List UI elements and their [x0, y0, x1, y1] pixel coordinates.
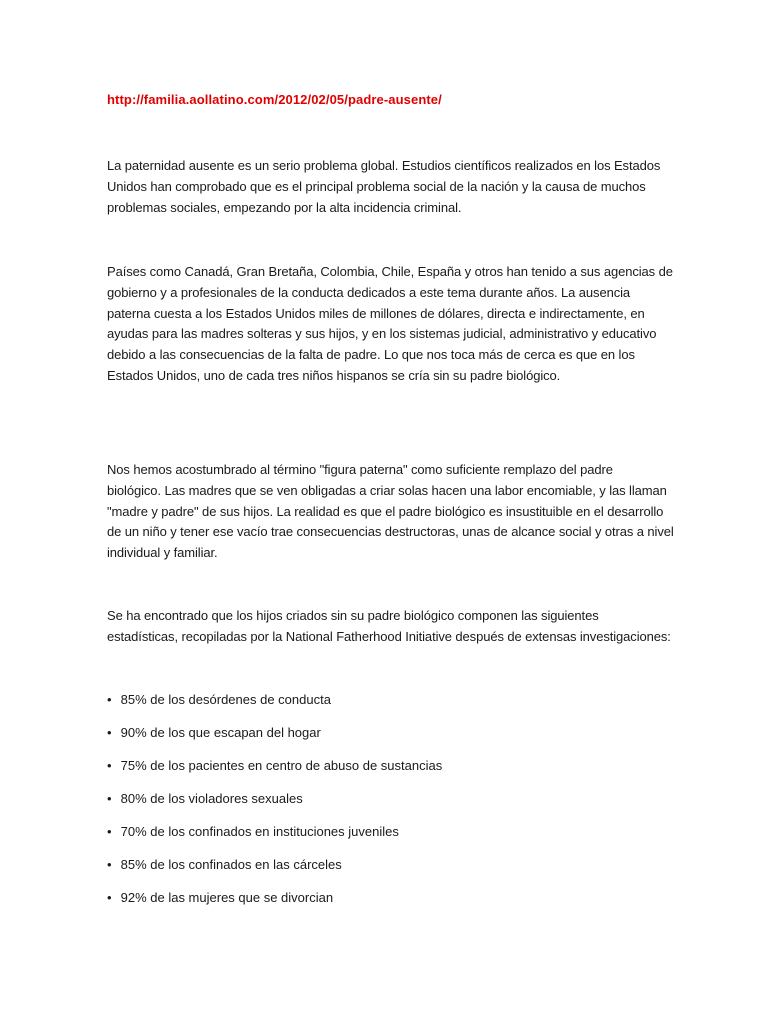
bullet-icon: •: [107, 758, 112, 773]
list-item: [107, 789, 442, 822]
bullet-icon: •: [107, 857, 112, 872]
text-line: individual y familiar.: [107, 545, 218, 561]
stat-text: 90% de los que escapan del hogar: [120, 725, 321, 740]
bullet-icon: •: [107, 791, 112, 806]
stat-text: 85% de los desórdenes de conducta: [120, 692, 331, 707]
text-line: Nos hemos acostumbrado al término "figura paterna" como suficiente remplazo del padre: [107, 462, 613, 477]
text-line: paterna cuesta a los Estados Unidos miles de millones de dólares, directa e indirectamente, en: [107, 305, 645, 321]
paragraph-statistics-intro: [107, 606, 671, 648]
text-line: La paternidad ausente es un serio problema global. Estudios científicos realizados en los Estados: [107, 158, 661, 173]
stat-text: 92% de las mujeres que se divorcian: [120, 890, 334, 905]
list-item: [107, 888, 442, 921]
text-line: Se ha encontrado que los hijos criados sin su padre biológico componen las siguientes: [107, 608, 599, 623]
text-line: Unidos han comprobado que es el principal problema social de la nación y la causa de muchos: [107, 178, 646, 194]
text-line: Países como Canadá, Gran Bretaña, Colombia, Chile, España y otros han tenido a sus agencias de: [107, 264, 673, 279]
text-line: estadísticas, recopiladas por la National Fatherhood Initiative después de extensas investigaciones:: [107, 628, 671, 644]
text-line: ayudas para las madres solteras y sus hijos, y en los sistemas judicial, administrativo y educativo: [107, 326, 657, 342]
list-item: [107, 822, 442, 855]
paragraph-father-figure: [107, 460, 674, 564]
source-link[interactable]: http://familia.aollatino.com/2012/02/05/padre-ausente/: [107, 92, 442, 107]
text-line: gobierno y a profesionales de la conducta dedicados a este tema durante años. La ausencia: [107, 284, 631, 300]
stat-text: 80% de los violadores sexuales: [120, 791, 303, 806]
paragraph-intro: [107, 156, 667, 218]
list-item: [107, 855, 442, 888]
bullet-icon: •: [107, 824, 112, 839]
paragraph-countries: [107, 262, 673, 387]
bullet-icon: •: [107, 692, 112, 707]
text-line: de un niño y tener ese vacío trae consecuencias destructoras, unas de alcance social y otras a nivel: [107, 524, 674, 540]
text-line: biológico. Las madres que se ven obligadas a criar solas hacen una labor encomiable, y las llaman: [107, 482, 667, 498]
bullet-icon: •: [107, 725, 112, 740]
text-line: "madre y padre" de sus hijos. La realidad es que el padre biológico es insustituible en el desarrollo: [107, 503, 664, 519]
statistics-list: [107, 690, 442, 921]
text-line: debido a las consecuencias de la falta de padre. Lo que nos toca más de cerca es que en los: [107, 347, 635, 363]
bullet-icon: •: [107, 890, 112, 905]
list-item: [107, 723, 442, 756]
text-line: Estados Unidos, uno de cada tres niños hispanos se cría sin su padre biológico.: [107, 367, 561, 383]
text-line: problemas sociales, empezando por la alta incidencia criminal.: [107, 199, 462, 215]
list-item: [107, 756, 442, 789]
stat-text: 75% de los pacientes en centro de abuso de sustancias: [120, 758, 443, 773]
stat-text: 70% de los confinados en instituciones juveniles: [120, 824, 399, 839]
list-item: [107, 690, 442, 723]
stat-text: 85% de los confinados en las cárceles: [120, 857, 342, 872]
